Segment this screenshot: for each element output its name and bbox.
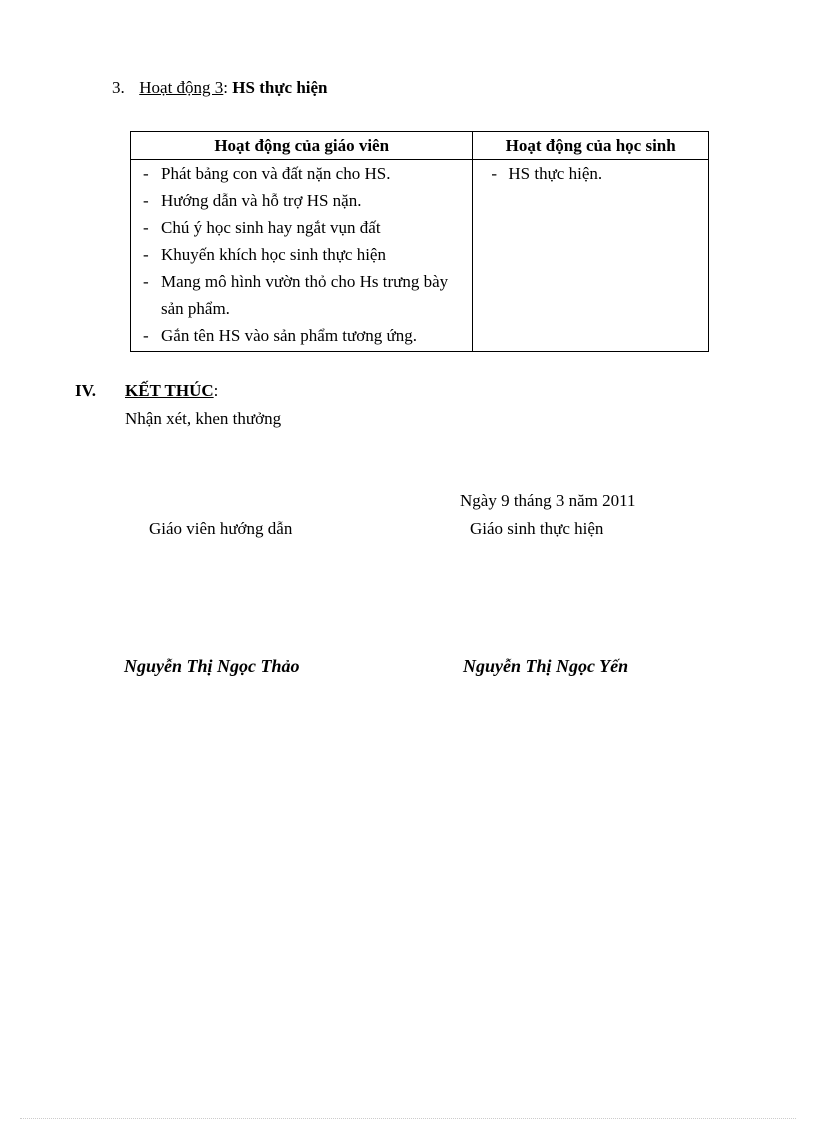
student-activity-list bbox=[473, 160, 708, 187]
section-3-label: Hoạt động 3 bbox=[139, 78, 224, 97]
section-4-heading bbox=[125, 381, 218, 401]
student-activity-header: Hoạt động của học sinh bbox=[473, 132, 709, 160]
section-4-numeral: IV. bbox=[75, 381, 96, 400]
section-4-body: Nhận xét, khen thưởng bbox=[125, 409, 282, 428]
signature-date: Ngày 9 tháng 3 năm 2011 bbox=[460, 491, 636, 510]
list-item: - Phát bảng con và đất nặn cho HS. bbox=[131, 160, 472, 187]
page-bottom-divider bbox=[20, 1118, 796, 1119]
left-signer-role: Giáo viên hướng dẫn bbox=[149, 519, 293, 538]
list-item: - Hướng dẫn và hỗ trợ HS nặn. bbox=[131, 187, 472, 214]
list-item: - Gắn tên HS vào sản phẩm tương ứng. bbox=[131, 322, 472, 349]
teacher-activity-cell bbox=[131, 160, 473, 352]
list-item: - HS thực hiện. bbox=[473, 160, 708, 187]
section-3-heading bbox=[112, 78, 328, 98]
section-3-title: HS thực hiện bbox=[232, 78, 328, 97]
student-activity-cell bbox=[473, 160, 709, 352]
section-3-colon: : bbox=[223, 78, 229, 97]
list-item: - Khuyến khích học sinh thực hiện bbox=[131, 241, 472, 268]
teacher-activity-list bbox=[131, 160, 472, 349]
left-signer-name: Nguyễn Thị Ngọc Thảo bbox=[124, 656, 300, 676]
list-item: - Chú ý học sinh hay ngắt vụn đất bbox=[131, 214, 472, 241]
right-signer-name: Nguyễn Thị Ngọc Yến bbox=[463, 656, 629, 676]
section-4-title: KẾT THÚC bbox=[125, 381, 214, 400]
table-row bbox=[131, 160, 709, 352]
section-4-colon: : bbox=[213, 381, 219, 400]
activity-table bbox=[130, 131, 709, 352]
right-signer-role: Giáo sinh thực hiện bbox=[470, 519, 604, 538]
section-3-number: 3. bbox=[112, 78, 125, 97]
table-header-row bbox=[131, 132, 709, 160]
teacher-activity-header: Hoạt động của giáo viên bbox=[131, 132, 473, 160]
list-item: - Mang mô hình vườn thỏ cho Hs trưng bày sản phẩm. bbox=[131, 268, 472, 322]
